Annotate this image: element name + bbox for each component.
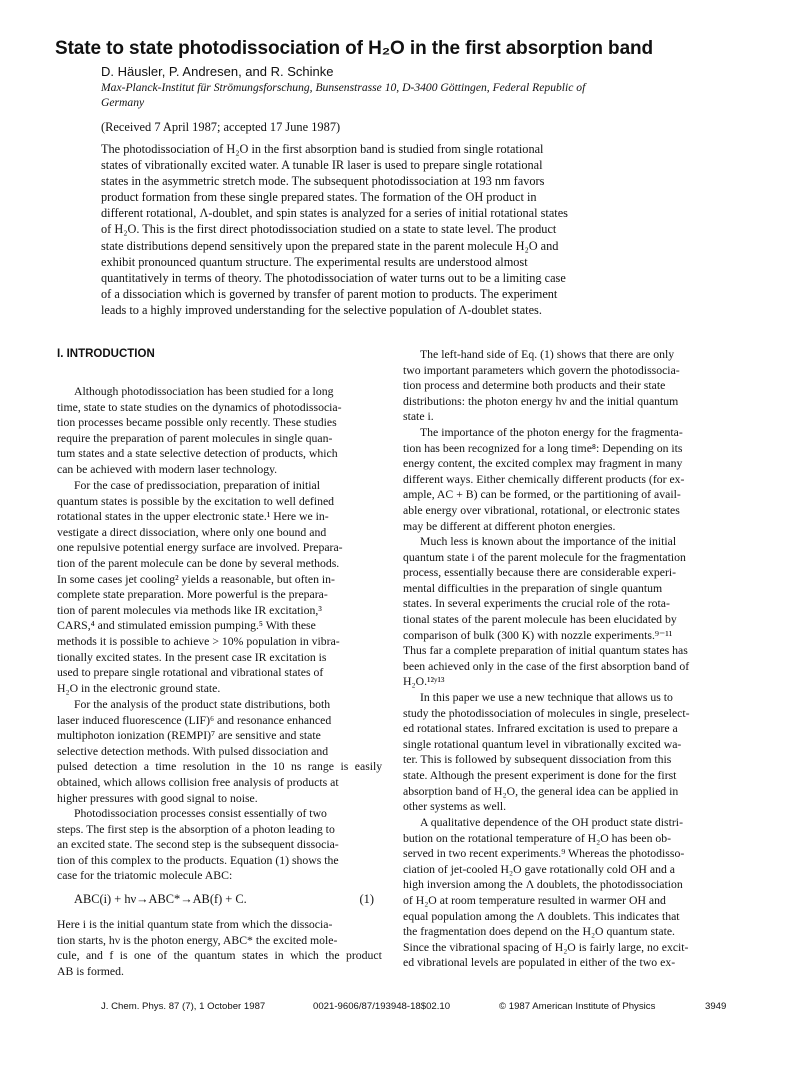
text-line: absorption band of H₂O, the general idea can be applied in xyxy=(403,784,679,798)
text-line: quantum state i of the parent molecule for the fragmentation xyxy=(403,550,686,564)
text-line: state. Although the present experiment is done for the first xyxy=(403,768,677,782)
paragraph xyxy=(403,425,736,534)
text-line: study the photodissociation of molecules in single, preselect- xyxy=(403,706,690,720)
text-line: exhibit pronounced quantum structure. The experimental results are understood almost xyxy=(101,254,528,269)
text-line: single rotational quantum level in vibrationally excited wa- xyxy=(403,737,682,751)
text-line: leads to a highly improved understanding for the selective population of Λ-doublet states. xyxy=(101,302,542,317)
text-line: distributions: the photon energy hν and the initial quantum xyxy=(403,394,679,408)
text-line: higher pressures with good signal to noise. xyxy=(57,791,258,805)
text-line: tion of the parent molecule can be done by several methods. xyxy=(57,556,340,570)
paragraph xyxy=(57,917,382,979)
text-line: used to prepare single rotational and vibrational states of xyxy=(57,666,324,680)
text-line: an excited state. The second step is the subsequent dissocia- xyxy=(57,838,339,852)
text-line: can be achieved with modern laser technology. xyxy=(57,462,278,476)
text-line: ciation of jet-cooled H₂O gave rotationally cold OH and a xyxy=(403,862,675,876)
received-dates: (Received 7 April 1987; accepted 17 June 1987) xyxy=(101,120,341,134)
text-line: multiphoton ionization (REMPI)⁷ are sensitive and state xyxy=(57,729,321,743)
text-line: tion processes became possible only recently. These studies xyxy=(57,416,337,430)
text-line: different ways. Either chemically different products (for ex- xyxy=(403,472,685,486)
text-line: A qualitative dependence of the OH product state distri- xyxy=(420,816,683,829)
text-line: of a dissociation which is governed by transfer of parent motion to products. The experiment xyxy=(101,286,558,301)
equation-number: (1) xyxy=(359,892,374,906)
text-line: ample, AC + B) can be formed, or the partitioning of avail- xyxy=(403,488,681,502)
text-line: Much less is known about the importance of the initial xyxy=(420,535,677,548)
text-line: of H₂O at room temperature resulted in warmer OH and xyxy=(403,893,666,907)
footer-copyright: © 1987 American Institute of Physics xyxy=(499,1001,656,1012)
text-line: served in two recent experiments.⁹ Whereas the photodisso- xyxy=(403,847,685,861)
text-line: tion of this complex to the products. Equation (1) shows the xyxy=(57,853,339,867)
text-line: cule, and f is one of the quantum states in which the product xyxy=(57,949,382,963)
text-line: state i. xyxy=(403,410,434,424)
abstract xyxy=(101,141,701,318)
text-line: product formation from these single prepared states. The formation of the OH product in xyxy=(101,190,537,205)
text-line: obtained, which allows collision free analysis of products at xyxy=(57,775,339,789)
text-line: state distributions depend sensitively upon the prepared state in the parent molecule H₂O and xyxy=(101,238,559,253)
text-line: Since the vibrational spacing of H₂O is fairly large, no excit- xyxy=(403,940,689,954)
text-line: laser induced fluorescence (LIF)⁶ and resonance enhanced xyxy=(57,713,332,727)
text-line: H₂O.¹²ʸ¹³ xyxy=(403,675,445,689)
text-line: In this paper we use a new technique that allows us to xyxy=(420,691,673,704)
text-line: pulsed detection a time resolution in the 10 ns range is easily xyxy=(57,760,383,774)
paragraph xyxy=(57,806,382,884)
text-line: methods it is possible to achieve > 10% population in vibra- xyxy=(57,634,340,648)
paragraph xyxy=(403,690,736,815)
author-list: D. Häusler, P. Andresen, and R. Schinke xyxy=(101,64,334,79)
text-line: The left-hand side of Eq. (1) shows that there are only xyxy=(420,348,675,361)
text-line: other systems as well. xyxy=(403,800,507,814)
text-line: states of vibrationally excited water. A tunable IR laser is used to prepare single rotational xyxy=(101,158,543,173)
text-line: of H₂O. This is the first direct photodissociation studied on a state to state level. The product xyxy=(101,222,557,237)
text-line: Thus far a complete preparation of initial quantum states has xyxy=(403,644,688,658)
text-line: case for the triatomic molecule ABC: xyxy=(57,869,233,883)
text-line: been achieved only in the case of the first absorption band of xyxy=(403,659,690,673)
text-line: time, state to state studies on the dynamics of photodissocia- xyxy=(57,400,342,414)
text-line: steps. The first step is the absorption of a photon leading to xyxy=(57,822,335,836)
text-line: CARS,⁴ and stimulated emission pumping.⁵ With these xyxy=(57,619,316,633)
text-line: quantitatively in terms of theory. The photodissociation of water turns out to be a limiting case xyxy=(101,270,566,285)
text-line: vestigate a direct dissociation, where only one bound and xyxy=(57,525,327,539)
paragraph xyxy=(403,534,736,690)
paragraph xyxy=(403,815,736,971)
text-line: the fragmentation does depend on the H₂O quantum state. xyxy=(403,925,675,939)
paragraph xyxy=(57,384,382,478)
text-line: selective detection methods. With pulsed dissociation and xyxy=(57,744,329,758)
text-line: tum states and a state selective detection of products, which xyxy=(57,447,338,461)
text-line: mental difficulties in the preparation of single quantum xyxy=(403,581,663,595)
text-line: may be different at different photon energies. xyxy=(403,519,616,533)
affiliation xyxy=(101,81,651,110)
text-line: two important parameters which govern the photodissocia- xyxy=(403,363,680,377)
text-line: The photodissociation of H₂O in the first absorption band is studied from single rotational xyxy=(101,142,544,156)
footer-code: 0021-9606/87/193948-18$02.10 xyxy=(313,1001,451,1012)
text-line: comparison of bulk (300 K) with nozzle experiments.⁹⁻¹¹ xyxy=(403,628,673,642)
text-line: quantum states is possible by the excitation to well defined xyxy=(57,494,335,508)
text-line: H₂O in the electronic ground state. xyxy=(57,681,221,695)
text-line: complete state preparation. More powerful is the prepara- xyxy=(57,588,328,602)
text-line: energy content, the excited complex may fragment in many xyxy=(403,457,683,471)
text-line: rotational states in the upper electronic state.¹ Here we in- xyxy=(57,510,329,524)
text-line: In some cases jet cooling² yields a reasonable, but often in- xyxy=(57,572,335,586)
text-line: Here i is the initial quantum state from which the dissocia- xyxy=(57,918,333,931)
paper-title: State to state photodissociation of H₂O in the first absorption band xyxy=(55,38,654,59)
text-line: bution on the rotational temperature of H₂O has been ob- xyxy=(403,831,672,845)
text-line: AB is formed. xyxy=(57,964,124,978)
text-line: tional states of the parent molecule has been elucidated by xyxy=(403,612,677,626)
text-line: ed rotational states. Infrared excitation is used to prepare a xyxy=(403,722,678,736)
text-line: states. In several experiments the crucial role of the rota- xyxy=(403,597,670,611)
text-line: process, essentially because there are considerable experi- xyxy=(403,566,677,580)
text-line: require the preparation of parent molecules in single quan- xyxy=(57,431,333,445)
text-line: tionally excited states. In the present case IR excitation is xyxy=(57,650,327,664)
text-line: Although photodissociation has been studied for a long xyxy=(74,385,334,398)
text-line: different rotational, Λ-doublet, and spin states is analyzed for a series of initial rotational states xyxy=(101,206,568,221)
text-line: ed vibrational levels are populated in either of the two ex- xyxy=(403,956,676,970)
text-line: tion process and determine both products and their state xyxy=(403,379,666,393)
section-heading: I. INTRODUCTION xyxy=(57,348,155,360)
text-line: equal population among the Λ doublets. This indicates that xyxy=(403,909,680,923)
footer-page-number: 3949 xyxy=(705,1001,727,1012)
affiliation-line: Germany xyxy=(101,95,145,109)
footer-journal: J. Chem. Phys. 87 (7), 1 October 1987 xyxy=(101,1001,266,1012)
text-line: tion starts, hν is the photon energy, ABC* the excited mole- xyxy=(57,933,338,947)
text-line: high inversion among the Λ doublets, the photodissociation xyxy=(403,878,683,892)
text-line: able energy over vibrational, rotational, or electronic states xyxy=(403,503,680,517)
text-line: tion has been recognized for a long time⁸: Depending on its xyxy=(403,441,683,455)
text-line: For the case of predissociation, preparation of initial xyxy=(74,479,321,492)
paragraph xyxy=(403,347,736,425)
text-line: one repulsive potential energy surface are involved. Prepara- xyxy=(57,541,343,555)
paragraph xyxy=(57,697,382,806)
text-line: tion of parent molecules via methods like IR excitation,³ xyxy=(57,603,322,617)
text-line: The importance of the photon energy for the fragmenta- xyxy=(420,426,683,439)
equation-expression: ABC(i) + hν→ABC*→AB(f) + C. xyxy=(74,892,247,906)
text-line: For the analysis of the product state distributions, both xyxy=(74,698,331,711)
affiliation-line: Max-Planck-Institut für Strömungsforschung, Bunsenstrasse 10, D-3400 Göttingen, Federal Republic of xyxy=(101,81,586,94)
text-line: Photodissociation processes consist essentially of two xyxy=(74,807,327,820)
text-line: ter. This is followed by subsequent dissociation from this xyxy=(403,753,672,767)
text-line: states in the asymmetric stretch mode. The subsequent photodissociation at 193 nm favors xyxy=(101,174,545,189)
paragraph xyxy=(57,478,382,696)
